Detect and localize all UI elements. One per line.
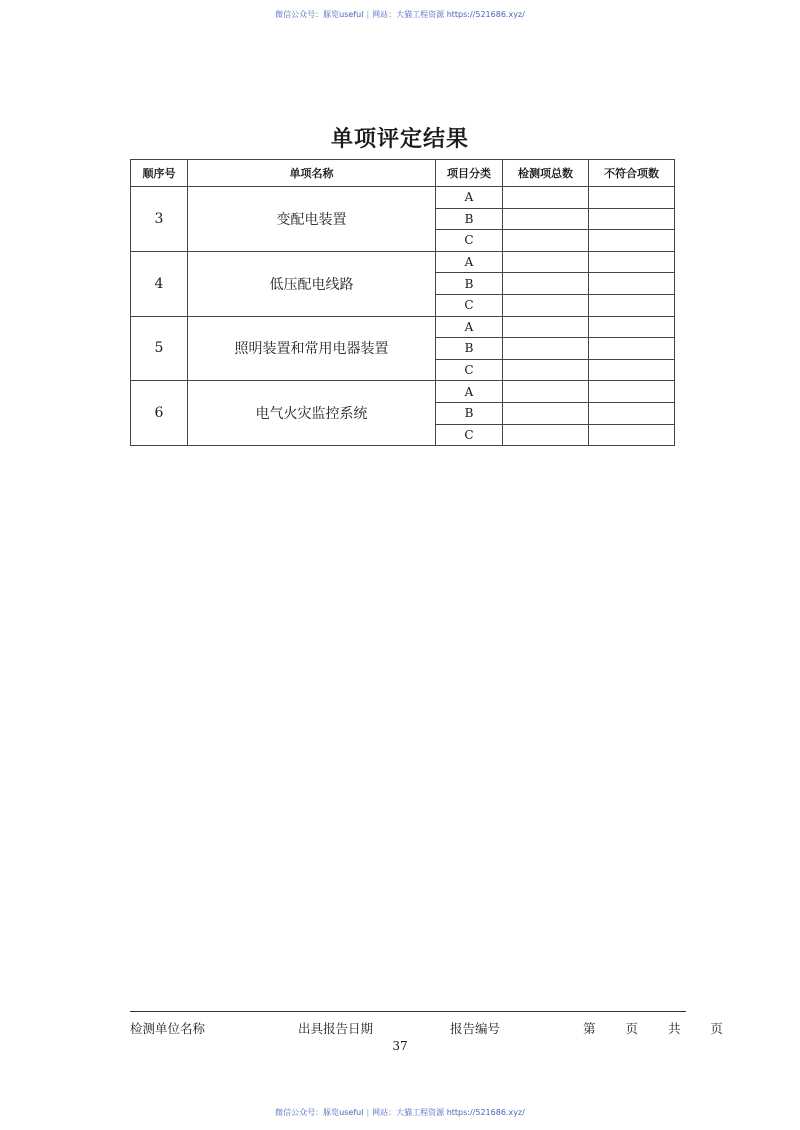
total-cell[interactable]: [503, 316, 589, 338]
watermark-account: 微信公众号：豚览useful: [275, 10, 364, 19]
watermark-separator: |: [366, 10, 370, 19]
total-cell[interactable]: [503, 251, 589, 273]
grade-cell: A: [436, 251, 503, 273]
nonconforming-cell[interactable]: [589, 381, 675, 403]
nonconforming-cell[interactable]: [589, 359, 675, 381]
item-name-cell: 照明装置和常用电器装置: [188, 316, 436, 381]
total-cell[interactable]: [503, 187, 589, 209]
header-seq: 顺序号: [131, 160, 188, 187]
evaluation-table: [130, 159, 675, 446]
table-row: [131, 381, 675, 403]
nonconforming-cell[interactable]: [589, 187, 675, 209]
table-row: [131, 187, 675, 209]
grade-cell: A: [436, 187, 503, 209]
footer-report-no-label: 报告编号: [450, 1021, 501, 1036]
total-cell[interactable]: [503, 338, 589, 360]
footer-divider: [130, 1011, 686, 1012]
page-title: 单项评定结果: [330, 126, 469, 152]
grade-cell: C: [436, 294, 503, 316]
watermark-site: 网站：大猫工程资源 https://521686.xyz/: [372, 1108, 525, 1117]
table-row: [131, 251, 675, 273]
watermark-site: 网站：大猫工程资源 https://521686.xyz/: [372, 10, 525, 19]
grade-cell: C: [436, 424, 503, 446]
nonconforming-cell[interactable]: [589, 294, 675, 316]
footer-page-label-text: 第 页 共 页: [583, 1021, 736, 1036]
total-cell[interactable]: [503, 294, 589, 316]
header-total-items: 检测项总数: [503, 160, 589, 187]
total-cell[interactable]: [503, 208, 589, 230]
grade-cell: A: [436, 316, 503, 338]
grade-cell: C: [436, 359, 503, 381]
header-nonconforming: 不符合项数: [589, 160, 675, 187]
watermark-separator: |: [366, 1108, 370, 1117]
nonconforming-cell[interactable]: [589, 424, 675, 446]
nonconforming-cell[interactable]: [589, 338, 675, 360]
watermark-account: 微信公众号：豚览useful: [275, 1108, 364, 1117]
seq-cell: 3: [131, 187, 188, 252]
watermark-top: [0, 9, 800, 20]
total-cell[interactable]: [503, 273, 589, 295]
footer-unit-label: 检测单位名称: [130, 1021, 206, 1036]
item-name-cell: 电气火灾监控系统: [188, 381, 436, 446]
seq-cell: 5: [131, 316, 188, 381]
total-cell[interactable]: [503, 424, 589, 446]
grade-cell: C: [436, 230, 503, 252]
nonconforming-cell[interactable]: [589, 251, 675, 273]
header-item-name: 单项名称: [188, 160, 436, 187]
watermark-bottom: [0, 1107, 800, 1118]
total-cell[interactable]: [503, 230, 589, 252]
nonconforming-cell[interactable]: [589, 316, 675, 338]
header-category: 项目分类: [436, 160, 503, 187]
nonconforming-cell[interactable]: [589, 402, 675, 424]
grade-cell: B: [436, 338, 503, 360]
nonconforming-cell[interactable]: [589, 208, 675, 230]
grade-cell: A: [436, 381, 503, 403]
total-cell[interactable]: [503, 359, 589, 381]
table-header-row: [131, 160, 675, 187]
grade-cell: B: [436, 273, 503, 295]
footer-date-label: 出具报告日期: [298, 1021, 374, 1036]
nonconforming-cell[interactable]: [589, 230, 675, 252]
item-name-cell: 低压配电线路: [188, 251, 436, 316]
nonconforming-cell[interactable]: [589, 273, 675, 295]
footer-page-label: [583, 1019, 736, 1037]
seq-cell: 4: [131, 251, 188, 316]
grade-cell: B: [436, 208, 503, 230]
seq-cell: 6: [131, 381, 188, 446]
total-cell[interactable]: [503, 381, 589, 403]
grade-cell: B: [436, 402, 503, 424]
item-name-cell: 变配电装置: [188, 187, 436, 252]
table-row: [131, 316, 675, 338]
total-cell[interactable]: [503, 402, 589, 424]
page-number: 37: [392, 1039, 408, 1053]
